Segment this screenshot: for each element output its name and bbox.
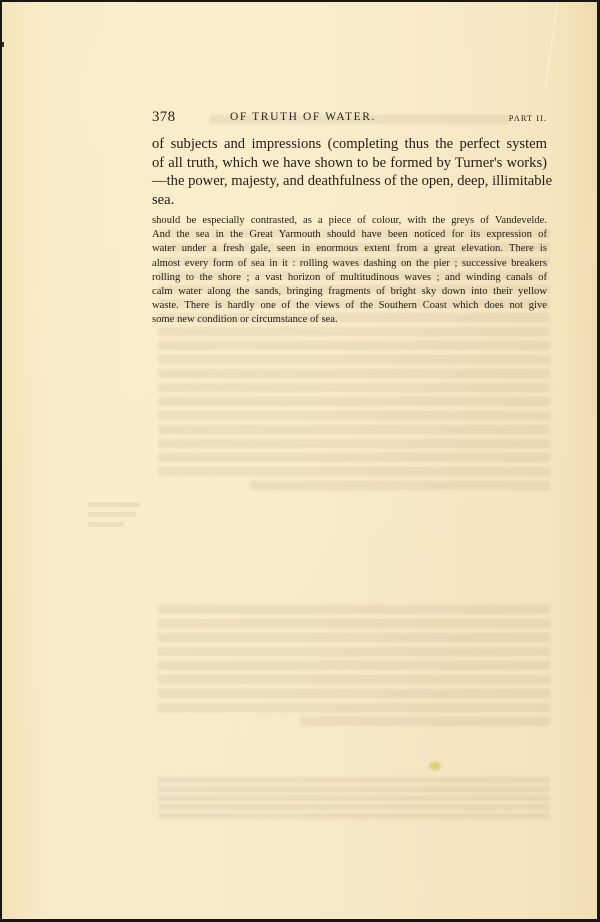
footnote-line: should be especially contrasted, as a piece of colour, with the greys of Vandevelde. [152, 215, 547, 226]
bleed-through-margin-note [88, 502, 140, 532]
page-number: 378 [152, 109, 176, 125]
footnote-line: rolling to the shore ; a vast horizon of multitudinous waves ; and winding canals of [152, 271, 547, 283]
footnote-line: some new condition or circumstance of sea. [152, 314, 338, 326]
body-line: sea. [152, 191, 175, 208]
footnote-line: waste. There is hardly one of the views of the Southern Coast which does not give [152, 300, 547, 312]
footnote-line: almost every form of sea in it : rolling waves dashing on the pier ; successive breakers [152, 257, 547, 269]
body-line: —the power, majesty, and deathfulness of the open, deep, illimitable [152, 173, 553, 190]
body-line: of all truth, which we have shown to be formed by Turner's works) [152, 154, 547, 171]
part-label: PART II. [508, 113, 547, 123]
running-title: OF TRUTH OF WATER. [230, 111, 376, 123]
book-page [2, 2, 597, 919]
body-line: of subjects and impressions (completing thus the perfect system [152, 136, 547, 152]
bleed-through-block-middle [158, 600, 550, 731]
bleed-through-block-footnote [158, 774, 550, 822]
running-header [152, 109, 547, 129]
paper-crease [544, 2, 558, 91]
main-body-text [152, 135, 553, 209]
footnote-text [152, 214, 547, 328]
scan-edge-mark [2, 42, 4, 47]
footnote-line: And the sea in the Great Yarmouth should have been noticed for its expression of [152, 229, 547, 241]
footnote-line: calm water along the sands, bringing fragments of bright sky down into their yellow [152, 286, 547, 298]
footnote-line: water under a fresh gale, seen in enormous extent from a great elevation. There is [152, 243, 547, 255]
paper-stain [429, 762, 441, 770]
